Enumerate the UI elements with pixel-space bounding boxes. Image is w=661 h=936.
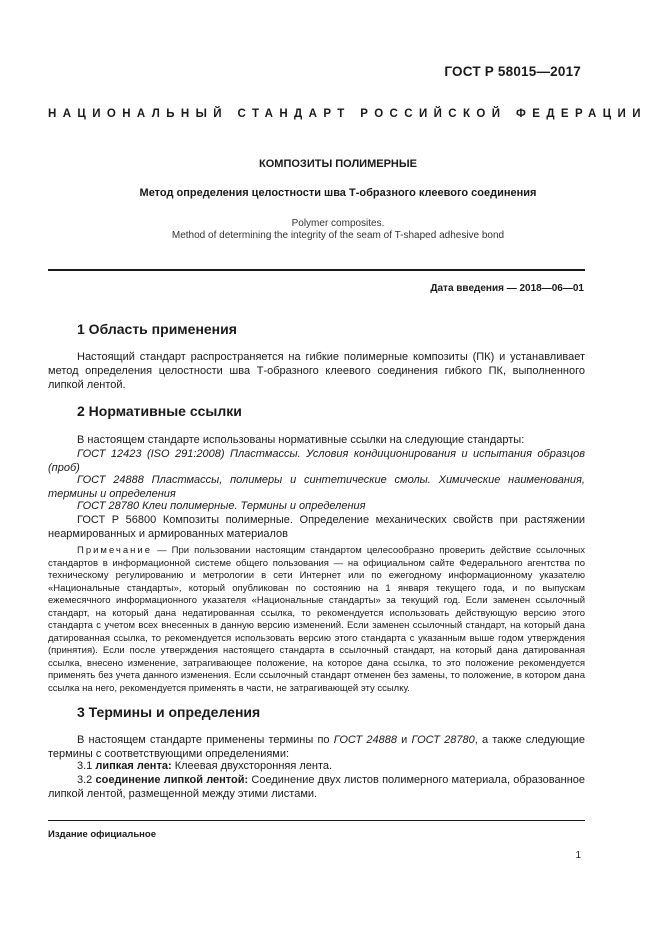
term-number: 3.2 [77,774,93,786]
section1-text: Настоящий стандарт распространяется на гибкие полимерные композиты (ПК) и устанавливает метод определения целостности шва Т-образного клеевого соединения гибкого ПК, выполненного липкой лентой. [48,351,585,391]
term-3-2 [48,773,585,801]
reference-text: ГОСТ 12423 (ISO 291:2008) Пластмассы. Условия кондиционирования и испытания образцов (проб) [48,448,585,474]
reference-gost-r-56800: ГОСТ Р 56800 Композиты полимерные. Определение механических свойств при растяжении неармированных и армированных материалов [48,514,585,540]
section2-heading: 2 Нормативные ссылки [77,403,242,419]
footer-divider [48,820,585,821]
section2-intro: В настоящем стандарте использованы нормативные ссылки на следующие стандарты: [77,434,525,446]
section1-heading: 1 Область применения [77,321,237,337]
section3-intro-ref1: ГОСТ 24888 [333,734,397,746]
document-subtitle: Метод определения целостности шва Т-образного клеевого соединения [139,187,537,199]
reference-text: ГОСТ 28780 Клеи полимерные. Термины и определения [77,500,366,512]
term-name: соединение липкой лентой: [95,774,249,786]
section3-intro [48,733,585,761]
section3-intro-b: и [396,734,412,746]
section3-heading: 3 Термины и определения [77,704,261,720]
note-text: — При пользовании настоящим стандартом целесообразно проверить действие ссылочных стандартов в информационной системе общего пользования — на официальном сайте Федерального агентства по техническому регулированию и метрологии в сети Интернет или по ежегодному информационному указателю «Национальные стандарты», который опубликован по состоянию на 1 января текущего года, и по выпускам ежемесячного информационного указателя «Национальные стандарты» за текущий год. Если заменен ссылочный стандарт, на который дана недатированная ссылка, то рекомендуется использовать действующую версию этого стандарта с учетом всех внесенных в данную версию изменений. Если заменен ссылочный стандарт, на который дана датированная ссылка, то рекомендуется использовать версию этого стандарта с указанным выше годом утверждения (принятия). Если после утверждения настоящего стандарта в ссылочный стандарт, на который дана датированная ссылка, внесено изменение, затрагивающее положение, на которое дана ссылка, то это положение рекомендуется применять без учета данного изменения. Если ссылочный стандарт отменен без замены, то положение, в котором дана ссылка на него, рекомендуется применять в части, не затрагивающей эту ссылку. [48,545,585,694]
note-label: Примечание [77,545,152,556]
national-standard-banner: НАЦИОНАЛЬНЫЙ СТАНДАРТ РОССИЙСКОЙ ФЕДЕРАЦИИ [48,108,647,120]
english-title-line1: Polymer composites. [291,218,385,229]
reference-gost-12423 [48,447,585,475]
introduction-date: Дата введения — 2018—06—01 [430,283,584,294]
term-definition: Клеевая двухсторонняя лента. [174,760,333,772]
reference-gost-28780 [48,499,585,513]
document-title: КОМПОЗИТЫ ПОЛИМЕРНЫЕ [259,158,417,170]
section3-intro-ref2: ГОСТ 28780 [411,734,475,746]
term-3-1 [48,759,585,773]
section3-intro-c: , а также следующие термины с соответствующими определениями: [48,734,586,760]
english-title-line2: Method of determining the integrity of the seam of T-shaped adhesive bond [171,230,505,241]
term-number: 3.1 [77,760,93,772]
page-number: 1 [575,850,581,861]
reference-gost-24888 [48,473,585,501]
top-divider [48,269,585,271]
term-definition: Соединение двух листов полимерного материала, образованное липкой лентой, размещенной между этими листами. [48,774,586,800]
edition-label: Издание официальное [48,829,156,840]
document-number: ГОСТ Р 58015—2017 [444,64,581,79]
section3-intro-a: В настоящем стандарте применены термины по [77,734,334,746]
note-paragraph [48,545,585,695]
reference-text: ГОСТ 24888 Пластмассы, полимеры и синтетические смолы. Химические наименования, термины и определения [48,474,585,500]
term-name: липкая лента: [95,760,172,772]
